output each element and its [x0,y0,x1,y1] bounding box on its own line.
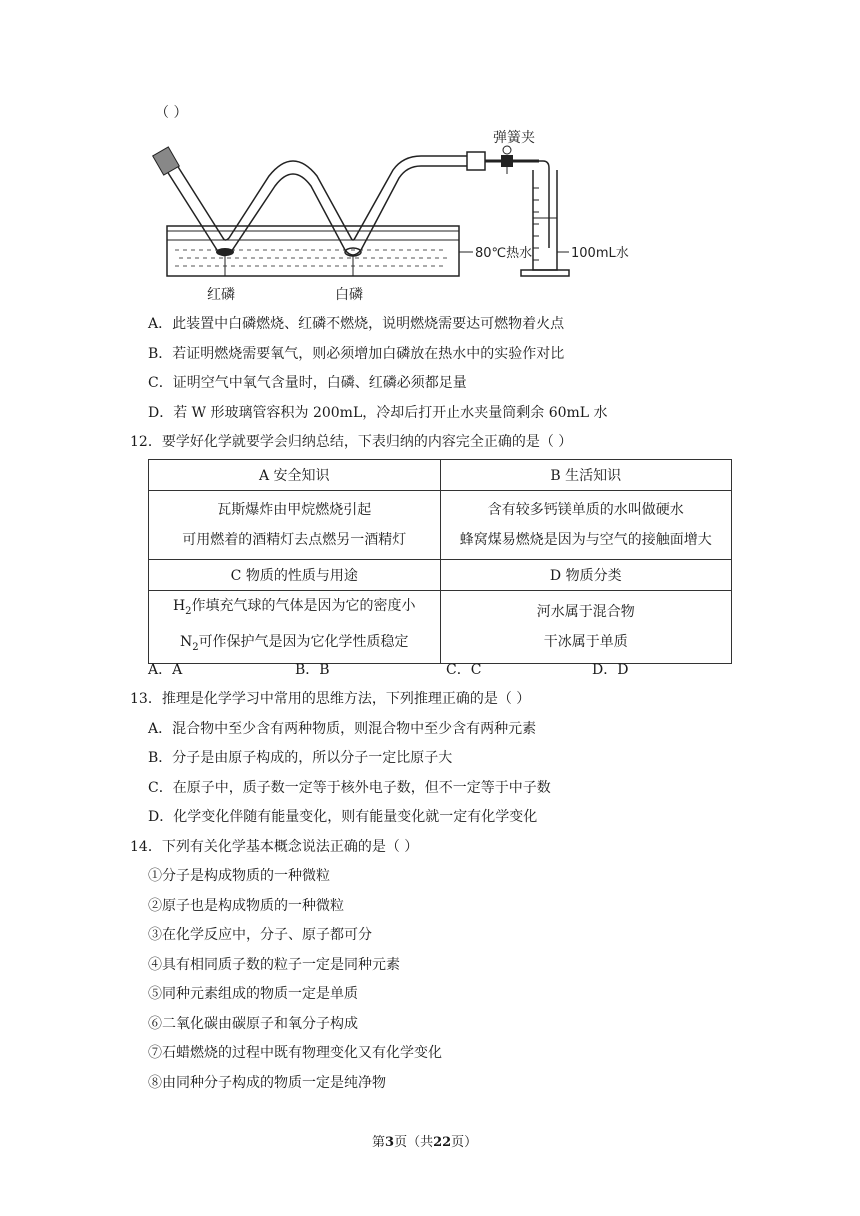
table-cell-d [440,591,732,664]
q14-item-5: ⑤同种元素组成的物质一定是单质 [148,986,358,1002]
page-footer [372,1131,477,1150]
q11-option-d: D．若 W 形玻璃管容积为 200mL，冷却后打开止水夹量筒剩余 60mL 水 [148,405,608,421]
q13-option-a: A．混合物中至少含有两种物质，则混合物中至少含有两种元素 [148,721,537,737]
footer-total-pages: 22 [433,1135,452,1150]
footer-page-number: 3 [385,1135,395,1150]
label-hot-water: 80℃热水 [475,246,533,261]
q11-answer-blank: （ ） [155,105,188,121]
formula-n2-subscript: 2 [192,641,199,653]
q14-item-4: ④具有相同质子数的粒子一定是同种元素 [148,957,400,973]
q13-stem: 13．推理是化学学习中常用的思维方法，下列推理正确的是（ ） [130,691,531,707]
q14-item-2: ②原子也是构成物质的一种微粒 [148,898,344,914]
table-head-d: D 物质分类 [440,560,732,591]
q13-option-c: C．在原子中，质子数一定等于核外电子数，但不一定等于中子数 [148,780,551,796]
table-a-line1: 瓦斯爆炸由甲烷燃烧引起 [217,502,372,518]
formula-n2: N [179,633,193,650]
formula-h2: H [172,598,186,614]
q12-option-d: D．D [592,662,629,678]
label-spring-clip: 弹簧夹 [493,130,535,146]
w-tube-apparatus-figure [145,128,635,308]
table-head-b: B 生活知识 [440,460,732,491]
q14-item-1: ①分子是构成物质的一种微粒 [148,868,330,884]
q14-stem: 14．下列有关化学基本概念说法正确的是（ ） [130,839,419,855]
q13-option-b: B．分子是由原子构成的，所以分子一定比原子大 [148,750,453,766]
label-water: 100mL水 [571,246,629,261]
table-a-line2: 可用燃着的酒精灯去点燃另一酒精灯 [182,532,407,548]
q11-option-a: A．此装置中白磷燃烧、红磷不燃烧，说明燃烧需要达可燃物着火点 [148,316,565,332]
q13-option-d: D．化学变化伴随有能量变化，则有能量变化就一定有化学变化 [148,809,538,825]
table-d-line1: 河水属于混合物 [536,603,635,620]
q11-option-c: C．证明空气中氧气含量时，白磷、红磷必须都足量 [148,375,467,391]
table-head-a: A 安全知识 [149,460,441,491]
q14-item-6: ⑥二氧化碳由碳原子和氧分子构成 [148,1016,358,1032]
table-c-line2 [149,627,440,663]
table-c-line1 [149,591,440,627]
q11-option-b: B．若证明燃烧需要氧气，则必须增加白磷放在热水中的实验作对比 [148,346,565,362]
footer-suffix: 页） [451,1135,478,1150]
q14-item-8: ⑧由同种分子构成的物质一定是纯净物 [148,1075,386,1091]
table-cell-c [149,591,441,664]
footer-middle: 页（共 [394,1135,434,1150]
table-c-line1-text: 作填充气球的气体是因为它的密度小 [191,598,416,614]
q14-item-7: ⑦石蜡燃烧的过程中既有物理变化又有化学变化 [148,1045,442,1061]
table-c-line2-text: 可作保护气是因为它化学性质稳定 [198,633,409,650]
q12-stem: 12．要学好化学就要学会归纳总结，下表归纳的内容完全正确的是（ ） [130,434,573,450]
label-red-phosphorus: 红磷 [207,287,235,303]
formula-h2-subscript: 2 [185,605,192,617]
table-cell-b [440,491,732,560]
q12-option-b: B．B [295,662,330,678]
table-cell-a [149,491,441,560]
table-b-line2: 蜂窝煤易燃烧是因为与空气的接触面增大 [459,532,712,548]
q12-summary-table [148,459,732,664]
table-b-line1: 含有较多钙镁单质的水叫做硬水 [487,502,684,518]
table-d-line2: 干冰属于单质 [543,633,628,650]
label-white-phosphorus: 白磷 [335,287,363,303]
table-head-c: C 物质的性质与用途 [149,560,441,591]
q12-option-a: A．A [148,662,183,678]
q14-item-3: ③在化学反应中，分子、原子都可分 [148,927,372,943]
footer-prefix: 第 [372,1135,386,1150]
q12-option-c: C．C [446,662,482,678]
